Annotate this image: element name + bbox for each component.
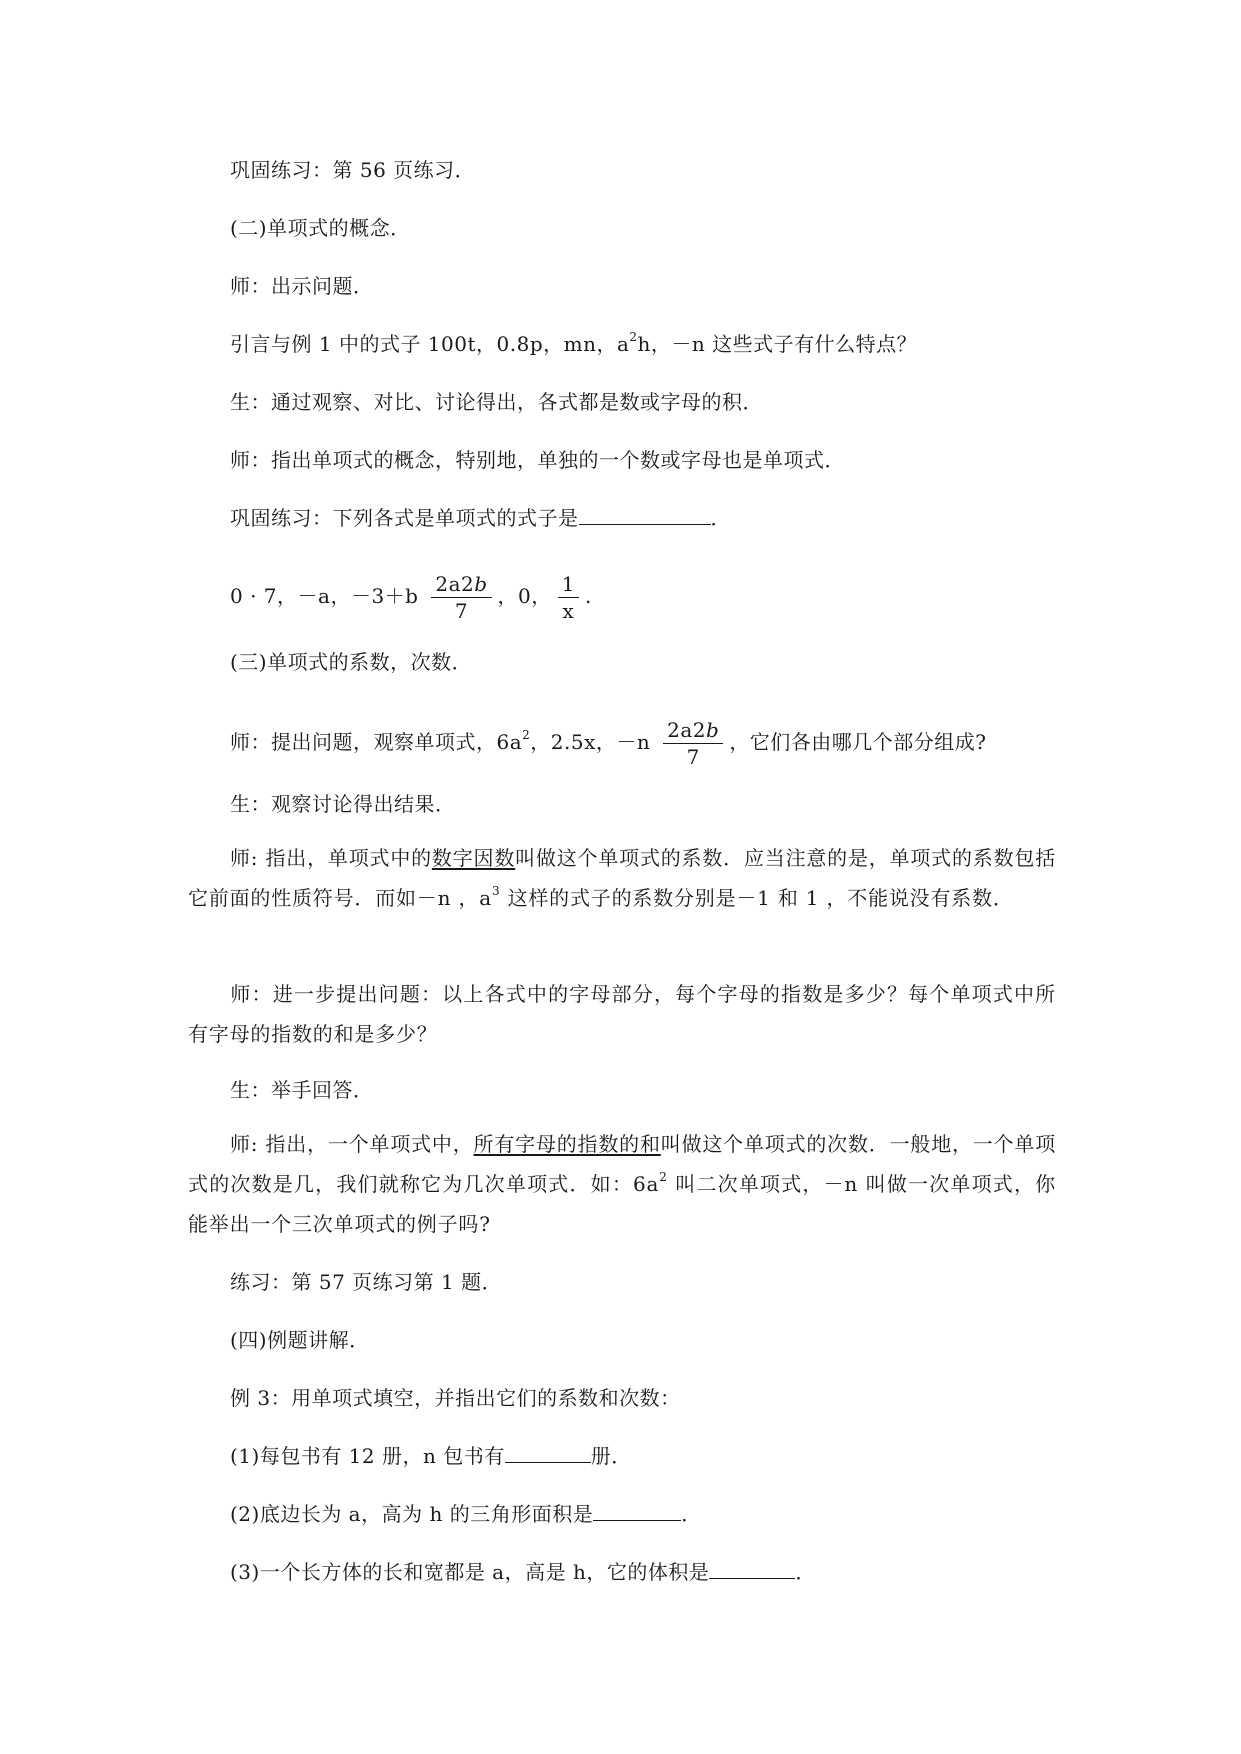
fraction: $\frac{2a2b}{7}$ [431, 571, 491, 624]
item-2-line: (2)底边长为 a，高为 h 的三角形面积是 ． [230, 1502, 702, 1526]
practice-line: 练习：第 57 页练习第 1 题． [230, 1270, 503, 1294]
fraction: $\frac{1}{x}$ [558, 571, 579, 624]
teacher-concept-line: 师：指出单项式的概念，特别地，单独的一个数或字母也是单项式． [230, 448, 845, 472]
answer-blank [709, 1558, 795, 1579]
item-3-line: (3)一个长方体的长和宽都是 a，高是 h，它的体积是 ． [230, 1560, 816, 1584]
exercise-line: 巩固练习：下列各式是单项式的式子是 ． [230, 506, 731, 530]
section-heading-2: (二)单项式的概念． [230, 216, 411, 240]
question-line: 引言与例 1 中的式子 100t，0.8p，mn，$a^2h$，－n 这些式子有什么特点？ [230, 330, 918, 356]
section-heading-4: (四)例题讲解． [230, 1328, 370, 1352]
expression-line: 0 · 7，－a，－3＋b $\frac{2a2b}{7}$ ，0， $\frac{1}{x}$ . [230, 572, 592, 623]
answer-blank [505, 1442, 591, 1463]
answer-blank [579, 504, 711, 525]
consolidation-exercise-line: 巩固练习：第 56 页练习． [230, 158, 476, 182]
answer-blank [593, 1500, 681, 1521]
coefficient-paragraph: 师: 指出，单项式中的数字因数叫做这个单项式的系数．应当注意的是，单项式的系数包括它前面的性质符号．而如－n ，$a^3$ 这样的式子的系数分别是－1 和 1 ，不能说没有系数． [188, 846, 1056, 910]
monomial-question-line: 师：提出问题，观察单项式，$6a^2$，2.5x，－n $\frac{2a2b}{7}$ ，它们各由哪几个部分组成? [230, 718, 987, 769]
degree-paragraph: 师: 指出，一个单项式中，所有字母的指数的和叫做这个单项式的次数．一般地，一个单项式的次数是几，我们就称它为几次单项式．如：$6a^2$ 叫二次单项式，－n 叫做一次单项式，你能举出一个三次单项式的例子吗? [188, 1132, 1057, 1236]
fraction: $\frac{2a2b}{7}$ [663, 717, 723, 770]
item-1-line: (1)每包书有 12 册，n 包书有 册． [230, 1444, 632, 1468]
exponent-question-paragraph: 师：进一步提出问题：以上各式中的字母部分，每个字母的指数是多少？每个单项式中所有字母的指数的和是多少？ [188, 982, 1056, 1046]
section-heading-3: (三)单项式的系数，次数． [230, 650, 473, 674]
example-3-line: 例 3：用单项式填空，并指出它们的系数和次数： [230, 1386, 681, 1410]
student-result-line: 生：观察讨论得出结果． [230, 792, 456, 816]
student-answer-line: 生：举手回答． [230, 1078, 374, 1102]
student-line: 生：通过观察、对比、讨论得出，各式都是数或字母的积． [230, 390, 763, 414]
teacher-line: 师：出示问题． [230, 274, 374, 298]
